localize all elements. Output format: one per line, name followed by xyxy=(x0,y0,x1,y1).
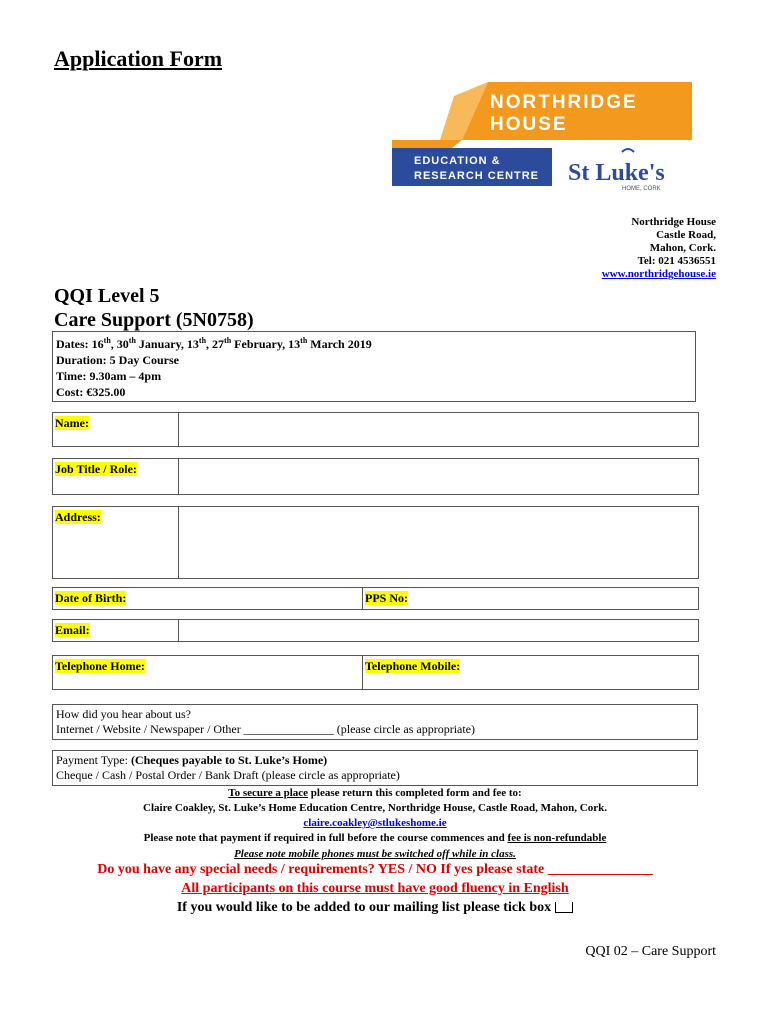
course-time: Time: 9.30am – 4pm xyxy=(56,369,162,383)
email-link[interactable]: claire.coakley@stlukeshome.ie xyxy=(303,817,447,829)
address-block xyxy=(602,216,716,281)
address-label: Address: xyxy=(55,510,101,524)
address-line3: Mahon, Cork. xyxy=(649,242,716,254)
address-line1: Northridge House xyxy=(631,216,716,228)
course-cost: Cost: €325.00 xyxy=(56,385,126,399)
contact-text: Claire Coakley, St. Luke’s Home Education Centre, Northridge House, Castle Road, Mahon, Cork. xyxy=(143,802,607,814)
tel-home-field[interactable] xyxy=(53,656,363,690)
course-details xyxy=(52,331,696,402)
tel-mobile-label: Telephone Mobile: xyxy=(365,659,461,673)
page-title: Application Form xyxy=(54,46,223,71)
secure-place-text: To secure a place please return this completed form and fee to: xyxy=(228,787,522,799)
course-duration: Duration: 5 Day Course xyxy=(56,353,179,367)
logo-line2: HOUSE xyxy=(490,114,568,135)
logo-brand-sub: HOME, CORK xyxy=(622,186,661,192)
hear-about-box[interactable] xyxy=(52,704,698,740)
name-row xyxy=(52,412,699,447)
dob-pps-row xyxy=(52,587,699,610)
address-line2: Castle Road, xyxy=(656,229,716,241)
pps-field[interactable] xyxy=(363,588,699,610)
document-reference: QQI 02 – Care Support xyxy=(585,944,716,959)
payment-options: Cheque / Cash / Postal Order / Bank Draft (please circle as appropriate) xyxy=(56,768,400,782)
mailing-list-line xyxy=(52,900,698,916)
payment-box[interactable] xyxy=(52,750,698,786)
mailing-list-checkbox[interactable] xyxy=(555,902,573,913)
job-label: Job Title / Role: xyxy=(55,462,137,476)
course-level: QQI Level 5 xyxy=(54,285,160,307)
payment-note-text: Please note that payment if required in full before the course commences and fee is non-refundable xyxy=(143,832,607,844)
dob-field[interactable] xyxy=(53,588,363,610)
mailing-list-text: If you would like to be added to our mailing list please tick box xyxy=(176,900,552,915)
telephone-row xyxy=(52,655,699,690)
mobile-note: Please note mobile phones must be switched off while in class. xyxy=(234,848,516,860)
address-row xyxy=(52,506,699,579)
website-link[interactable]: www.northridgehouse.ie xyxy=(601,268,716,280)
email-row xyxy=(52,619,699,642)
name-label: Name: xyxy=(55,416,89,430)
course-title xyxy=(54,284,254,332)
email-field[interactable] xyxy=(179,620,699,642)
dob-label: Date of Birth: xyxy=(55,591,127,605)
hear-question: How did you hear about us? xyxy=(56,707,191,721)
fluency-text: All participants on this course must have good fluency in English xyxy=(181,881,569,896)
course-dates: Dates: 16th, 30th January, 13th, 27th February, 13th March 2019 xyxy=(56,336,372,351)
logo-brand: St Luke's xyxy=(568,160,665,186)
address-field[interactable] xyxy=(179,507,699,579)
payment-line: Payment Type: (Cheques payable to St. Luke’s Home) xyxy=(56,753,328,767)
tel-mobile-field[interactable] xyxy=(363,656,699,690)
job-row xyxy=(52,458,699,495)
logo-line1: NORTHRIDGE xyxy=(490,92,638,113)
logo-sub2: RESEARCH CENTRE xyxy=(414,170,540,182)
name-field[interactable] xyxy=(179,413,699,447)
hear-options: Internet / Website / Newspaper / Other _______________ (please circle as appropriate) xyxy=(56,722,476,736)
address-tel: Tel: 021 4536551 xyxy=(637,255,716,267)
pps-label: PPS No: xyxy=(365,591,408,605)
job-field[interactable] xyxy=(179,459,699,495)
payment-note: (Cheques payable to St. Luke’s Home) xyxy=(130,753,328,767)
special-needs-text: Do you have any special needs / requirements? YES / NO If yes please state _______________ xyxy=(97,862,653,877)
tel-home-label: Telephone Home: xyxy=(55,659,145,673)
course-name: Care Support (5N0758) xyxy=(54,309,254,331)
logo-sub1: EDUCATION & xyxy=(414,155,501,167)
northridge-house-logo xyxy=(392,82,692,208)
email-label: Email: xyxy=(55,623,90,637)
